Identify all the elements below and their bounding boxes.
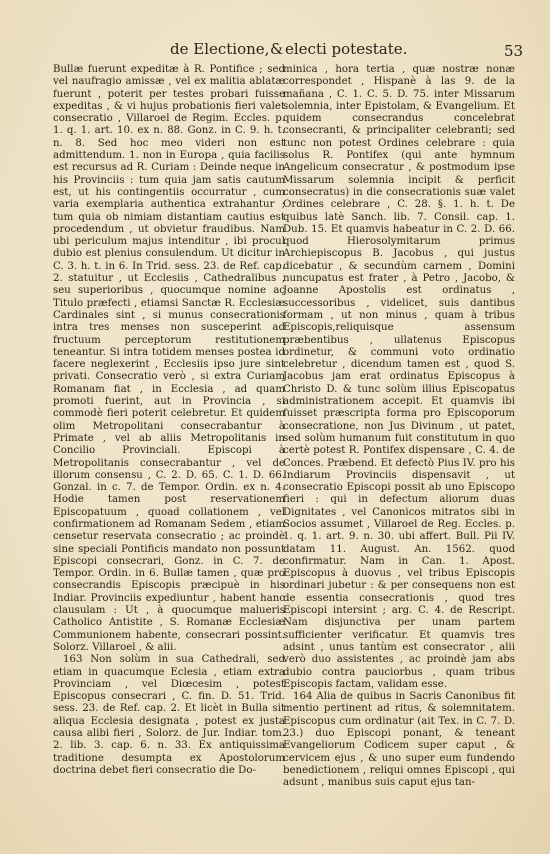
page-number: 53 (504, 42, 524, 60)
header-separator: & (270, 40, 284, 58)
left-paragraph-1: Bullæ fuerunt expeditæ à R. Pontifice ; sed vel naufragio amissæ , vel ex malitia ablatæ fuerunt , poterit per testes probari fuisse expeditas , & vi hujus probationis fieri valet consecratio , Villaroel de Regim. Eccles. p. 1. q. 1. art. 10. ex n. 88. Gonz. in C. 9. h. t. n. 8. Sed hoc meo videri non est admittendum. 1. non in Europa , quia facilis est recursus ad R. Curiam : Deinde neque in his Provinciis : tum quia jam satis cautum est, ut his contingentiis occurratur , cum varia exemplaria authentica extrahantur ; tum quia ob nimiam distantiam cautius est procedendum , ut obvietur fraudibus. Nam ubi periculum majus intenditur , ibi procul dubio est plenius consulendum. Ut dicitur in C. 3. h. t. in 6. In Trid. sess. 23. de Ref. cap. 2. statuitur , ut Ecclesiis , Cathedralibus , seu superioribus , quocumque nomine ac Titulo præfecti , etiamsi Sanctæ R. Ecclesiæ Cardinales sint , si munus consecrationis intra tres menses non susceperint ad fructuum perceptorum restitutionem teneantur. Si intra totidem menses postea id facere neglexerint , Ecclesiis ipso jure sint privati. Consecratio verò , si extra Curiam Romanam fiat , in Ecclesia , ad quam promoti fuerint, aut in Provincia , si commodè fieri poterit celebretur. Et quidem olim Metropolitani consecrabantur à Primate , vel ab aliis Metropolitanis in Concilio Provinciali. Episcopi à Metropolitanis consecrabantur , vel de illorum consensu , C. 2. D. 65. C. 1. D. 66. Gonzal. in c. 7. de Tempor. Ordin. ex n. 4. Hodie tamen post reservationem Episcopatuum , quoad collationem , vel confirmationem ad Romanam Sedem , etiam censetur reservata consecratio ; ac proindè sine speciali Pontificis mandato non possunt Episcopi consecrari, Gonz. in C. 7. de Tempor. Ordin. in 6. Bullæ tamen , quæ pro consecrandis Episcopis præcipuè in his Indiar. Provinciis expediuntur , habent hanc clausulam : Ut , à quocumque malueris Catholico Antistite , S. Romanæ Ecclesiæ Communionem habente, consecrari possint. Solorz. Villaroel , & alii. (53, 64, 285, 653)
header-right-title: electi potestate. (285, 40, 408, 58)
running-header (0, 40, 550, 60)
right-paragraph-2: 164 Alia de quibus in Sacris Canonibus fit mentio pertinent ad ritus, & solemnitatem. Episcopus cum ordinatur (ait Tex. in C. 7. D. 23.) duo Episcopi ponant, & teneant Evangeliorum Codicem super caput , & cervicem ejus , & uno super eum fundendo benedictionem , reliqui omnes Episcopi , qui adsunt , manibus suis caput ejus tan- (283, 691, 515, 789)
left-paragraph-2: 163 Non solùm in sua Cathedrali, sed etiam in quacumque Eclesia , etiam extra Provinciam , vel Diœcesim , potest Episcopus consecrari , C. fin. D. 51. Trid. sess. 23. de Ref. cap. 2. Et licèt in Bulla sit aliqua Ecclesia designata , potest ex justa causa alibi fieri , Solorz. de Jur. Indiar. tom. 2. lib. 3. cap. 6. n. 33. Ex antiquissima traditione desumpta ex Apostolorum doctrina debet fieri consecratio die Do- (53, 654, 285, 776)
left-column (53, 64, 285, 777)
right-column (283, 64, 515, 790)
right-paragraph-1: minica , hora tertia , quæ nostræ nonæ correspondet , Hispanè à las 9. de la mañana , C. 1. C. 5. D. 75. inter Missarum solemnia, inter Epistolam, & Evangelium. Et quidem consecrandus concelebrat consecranti, & principaliter celebranti; sed tunc non potest Ordines celebrare : quia solus R. Pontifex (qui ante hymnum Angelicum consecratur , & postmodum ipse Missarum solemnia incipit & perficit consecratus) in die consecrationis suæ valet Ordines celebrare , C. 28. §. 1. h. t. De quibus latè Sanch. lib. 7. Consil. cap. 1. Dub. 15. Et quamvis habeatur in C. 2. D. 66. quod Hierosolymitarum primus Archiepiscopus B. Jacobus , qui justus dicebatur , & secundùm carnem , Domini nuncupatus est frater , à Petro , Jacobo, & Joanne Apostolis est ordinatus , successoribus , videlicet, suis dantibus formam , ut non minus , quam à tribus Episcopis,reliquisque assensum præbentibus , ullatenus Episcopus ordinetur, & communi voto ordinatio celebretur , dicendum tamen est , quod S. Jacobus jam erat ordinatus Episcopus à Christo D. & tunc solùm illius Episcopatus administrationem accepit. Et quamvis ibi fuisset præscripta forma pro Episcoporum consecratione, non Jus Divinum , ut patet, sed solùm humanum fuit constitutum in quo certè potest R. Pontifex dispensare , C. 4. de Conces. Præbend. Et defectò Pius IV. pro his Indiarum Provinciis dispensavit , ut consecratio Episcopi possit ab uno Episcopo fieri : qui in defectum aliorum duas Dignitates , vel Canonicos mitratos sibi in Socios assumet , Villaroel de Reg. Eccles. p. 1. q. 1. art. 9. n. 30. ubi affert. Bull. Pii IV. datam 11. August. An. 1562. quod confirmatur. Nam in Can. 1. Apost. Episcopus à duovus , vel tribus Episcopis ordinari jubetur : & per consequens non est de essentia consecrationis , quod tres Episcopi intersint ; arg. C. 4. de Rescript. Nam disjunctiva per unam partem sufficienter verificatur. Et quamvis tres adsint , unus tantùm est consecrator , alii verò duo assistentes , ac proindè jam abs dubio contra pauciorbus , quam tribus Episcopis factam, validam esse. (283, 64, 515, 690)
header-left-title: de Electione, (170, 40, 270, 58)
